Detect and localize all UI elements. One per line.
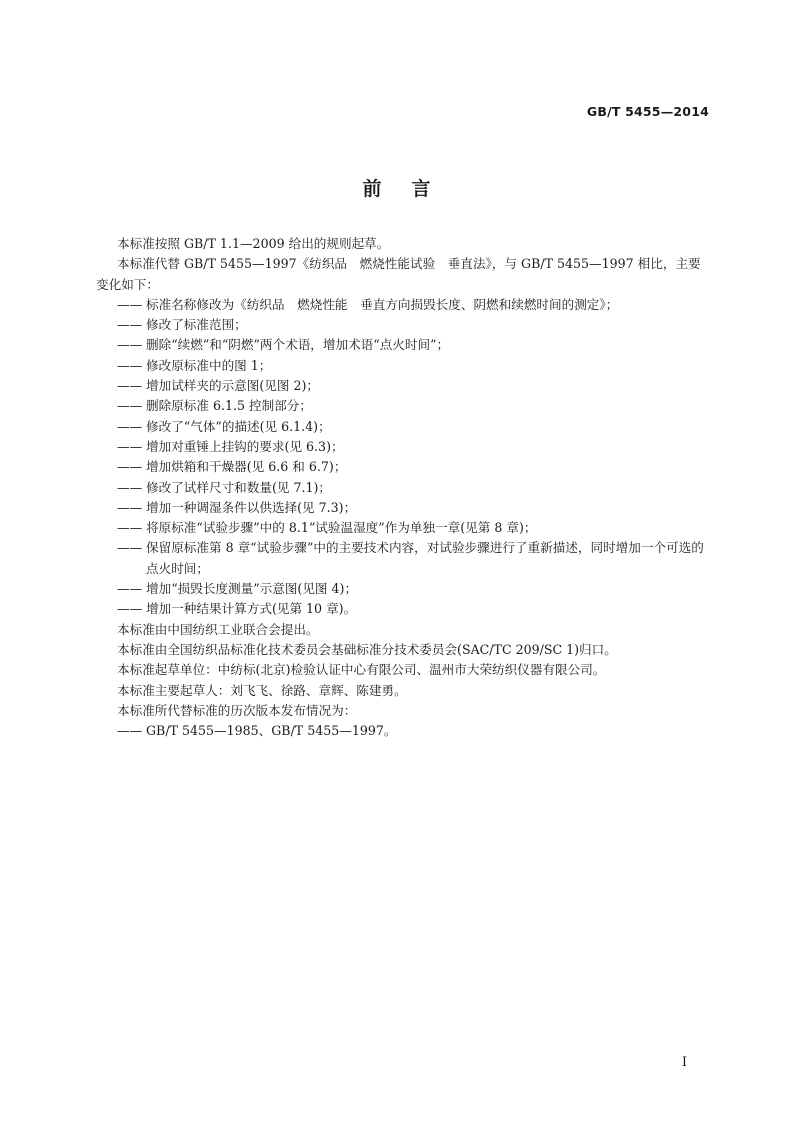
list-item	[96, 538, 708, 579]
list-item-text: 增加试样夹的示意图(见图 2)；	[146, 378, 319, 394]
dash-marker: ——	[117, 357, 143, 373]
list-item-text: 修改了“气体”的描述(见 6.1.4)；	[146, 418, 331, 434]
list-item-text: 保留原标准第 8 章“试验步骤”中的主要技术内容，对试验步骤进行了重新描述，同时增加一个可选的点火时间；	[146, 540, 704, 576]
dash-marker: ——	[117, 581, 143, 597]
list-item	[96, 478, 708, 498]
list-item	[96, 437, 708, 457]
list-item-text: 删除“续燃”和“阴燃”两个术语，增加术语“点火时间”；	[146, 337, 450, 353]
dash-marker: ——	[117, 499, 143, 515]
paragraph-drafters: 本标准主要起草人：刘飞飞、徐路、章辉、陈建勇。	[117, 682, 407, 698]
dash-marker: ——	[117, 723, 143, 739]
list-item-text: 删除原标准 6.1.5 控制部分；	[146, 398, 312, 414]
dash-marker: ——	[117, 418, 143, 434]
paragraph-drafting-units: 本标准起草单位：中纺标(北京)检验认证中心有限公司、温州市大荣纺织仪器有限公司。	[117, 662, 606, 678]
list-item-text: 增加一种结果计算方式(见第 10 章)。	[146, 601, 357, 617]
page-number: I	[681, 1055, 687, 1070]
list-item	[96, 295, 708, 315]
dash-marker: ——	[117, 438, 143, 454]
changes-list	[96, 295, 708, 620]
list-item	[96, 376, 708, 396]
dash-marker: ——	[117, 459, 143, 475]
dash-marker: ——	[117, 378, 143, 394]
dash-marker: ——	[117, 601, 143, 617]
list-item-text: 标准名称修改为《纺织品 燃烧性能 垂直方向损毁长度、阴燃和续燃时间的测定》；	[146, 296, 619, 312]
dash-marker: ——	[117, 540, 143, 556]
list-item-text: 修改了试样尺寸和数量(见 7.1)；	[146, 479, 331, 495]
dash-marker: ——	[117, 296, 143, 312]
paragraph-history-intro: 本标准所代替标准的历次版本发布情况为：	[117, 702, 357, 718]
list-item	[96, 518, 708, 538]
dash-marker: ——	[117, 398, 143, 414]
list-item	[96, 417, 708, 437]
paragraph-centralized-by: 本标准由全国纺织品标准化技术委员会基础标准分技术委员会(SAC/TC 209/SC 1)归口。	[117, 641, 617, 657]
list-item-text: 增加对重锤上挂钩的要求(见 6.3)；	[146, 438, 344, 454]
list-item-text: 修改原标准中的图 1；	[146, 357, 272, 373]
dash-marker: ——	[117, 520, 143, 536]
list-item	[96, 356, 708, 376]
list-item	[96, 396, 708, 416]
paragraph-drafting-rules: 本标准按照 GB/T 1.1—2009 给出的规则起草。	[117, 236, 390, 251]
dash-marker: ——	[117, 337, 143, 353]
history-versions-item	[96, 721, 708, 741]
dash-marker: ——	[117, 317, 143, 333]
list-item-text: 增加烘箱和干燥器(见 6.6 和 6.7)；	[146, 459, 347, 475]
history-versions-text: GB/T 5455—1985、GB/T 5455—1997。	[146, 723, 397, 739]
paragraph-proposed-by: 本标准由中国纺织工业联合会提出。	[117, 621, 319, 637]
foreword-body	[96, 234, 708, 741]
list-item-text: 将原标准“试验步骤”中的 8.1“试验温湿度”作为单独一章(见第 8 章)；	[146, 520, 537, 536]
list-item	[96, 457, 708, 477]
list-item	[96, 599, 708, 619]
list-item	[96, 579, 708, 599]
dash-marker: ——	[117, 479, 143, 495]
list-item-text: 修改了标准范围；	[146, 317, 247, 333]
page-title: 前言	[362, 178, 461, 200]
paragraph-replacement: 本标准代替 GB/T 5455—1997《纺织品 燃烧性能试验 垂直法》，与 GB/T 5455—1997 相比，主要变化如下：	[96, 256, 701, 292]
list-item	[96, 498, 708, 518]
list-item	[96, 315, 708, 335]
list-item-text: 增加“损毁长度测量”示意图(见图 4)；	[146, 581, 358, 597]
standard-number: GB/T 5455—2014	[586, 104, 709, 119]
list-item	[96, 335, 708, 355]
list-item-text: 增加一种调湿条件以供选择(见 7.3)；	[146, 499, 357, 515]
